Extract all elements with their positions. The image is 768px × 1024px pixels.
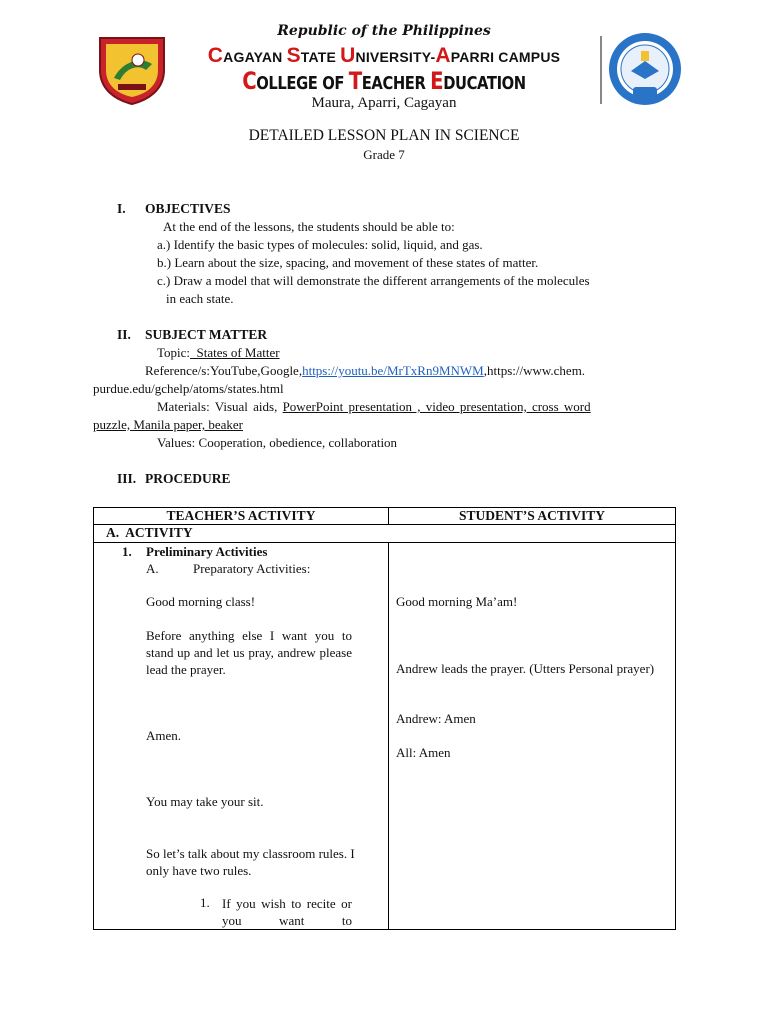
teacher-classroom-rules: So let’s talk about my classroom rules. I only have two rules. — [146, 846, 355, 878]
student-activity-header: STUDENT’S ACTIVITY — [389, 508, 676, 525]
college-part-3: DUCATION — [443, 73, 526, 94]
student-andrew-prayer: Andrew leads the prayer. (Utters Personal prayer) — [396, 661, 655, 676]
college-initial-e: E — [430, 67, 444, 95]
procedure-table — [93, 507, 676, 930]
objectives-intro: At the end of the lessons, the students should be able to: — [163, 219, 455, 234]
college-name — [69, 67, 699, 95]
rule-1-number: 1. — [200, 895, 210, 910]
reference-line — [145, 363, 585, 379]
values-line: Values: Cooperation, obedience, collaboration — [157, 435, 398, 450]
procedure-heading: PROCEDURE — [145, 471, 231, 486]
republic-line: Republic of the Philippines — [277, 23, 491, 39]
reference-rest: ,https://www.chem. — [483, 363, 586, 378]
materials-list-cont: puzzle, Manila paper, beaker — [93, 417, 243, 432]
rule-1-text: If you wish to recite or you want to — [222, 896, 352, 928]
grade-level: Grade 7 — [363, 147, 405, 162]
topic-label: Topic: — [157, 345, 191, 360]
college-initial-c: C — [242, 67, 257, 95]
prep-number: A. — [146, 561, 159, 576]
univ-part-3: NIVERSITY- — [355, 49, 436, 65]
univ-part-1: AGAYAN — [223, 49, 287, 65]
objectives-heading: OBJECTIVES — [145, 201, 231, 216]
univ-initial-c: C — [207, 44, 224, 67]
student-activity-cell — [389, 543, 676, 930]
objective-c-cont: in each state. — [166, 291, 234, 306]
student-good-morning: Good morning Ma’am! — [396, 594, 518, 609]
college-seal-logo — [607, 31, 683, 107]
college-part-1: OLLEGE OF — [256, 73, 349, 94]
teacher-activity-cell — [94, 543, 389, 930]
teacher-activity-header: TEACHER’S ACTIVITY — [94, 508, 389, 525]
vertical-divider — [600, 36, 602, 104]
prelim-number: 1. — [122, 544, 132, 559]
materials-list: PowerPoint presentation , video presentation, cross word — [282, 399, 591, 414]
objective-b: b.) Learn about the size, spacing, and movement of these states of matter. — [157, 255, 539, 270]
teacher-good-morning: Good morning class! — [146, 594, 256, 609]
college-part-2: EACHER — [361, 73, 431, 94]
procedure-number: III. — [117, 471, 137, 486]
topic-value: States of Matter — [190, 345, 280, 360]
youtube-link[interactable]: https://youtu.be/MrTxRn9MNWM — [302, 363, 484, 378]
univ-part-2: TATE — [300, 49, 341, 65]
objective-a: a.) Identify the basic types of molecules: solid, liquid, and gas. — [157, 237, 483, 252]
objective-c: c.) Draw a model that will demonstrate the different arrangements of the molecules — [157, 273, 590, 288]
subject-number: II. — [117, 327, 131, 342]
reference-line-2: purdue.edu/gchelp/atoms/states.html — [93, 381, 284, 396]
subject-heading: SUBJECT MATTER — [145, 327, 268, 342]
objectives-number: I. — [117, 201, 126, 216]
teacher-prayer-instruction: Before anything else I want you to stand up and let us pray, andrew please lead the prayer. — [146, 628, 352, 677]
materials-line — [157, 399, 675, 415]
univ-initial-a: A — [435, 44, 451, 67]
address: Maura, Aparri, Cagayan — [311, 95, 457, 111]
materials-line-2 — [93, 417, 243, 433]
prep-heading: Preparatory Activities: — [193, 561, 311, 576]
reference-label: Reference/s:YouTube,Google, — [145, 363, 303, 378]
univ-initial-s: S — [286, 44, 301, 67]
univ-part-4: PARRI CAMPUS — [450, 49, 561, 65]
prelim-heading: Preliminary Activities — [146, 544, 268, 559]
topic-line — [157, 345, 280, 361]
section-activity-row — [94, 525, 676, 543]
univ-initial-u: U — [340, 44, 356, 67]
college-initial-t: T — [348, 67, 362, 95]
section-activity-label: A. ACTIVITY — [106, 525, 193, 540]
teacher-take-sit: You may take your sit. — [146, 794, 264, 809]
materials-label: Materials: Visual aids, — [157, 399, 283, 414]
student-andrew-amen: Andrew: Amen — [396, 711, 476, 726]
teacher-amen: Amen. — [146, 728, 182, 743]
student-all-amen: All: Amen — [396, 745, 451, 760]
document-title: DETAILED LESSON PLAN IN SCIENCE — [248, 127, 520, 144]
